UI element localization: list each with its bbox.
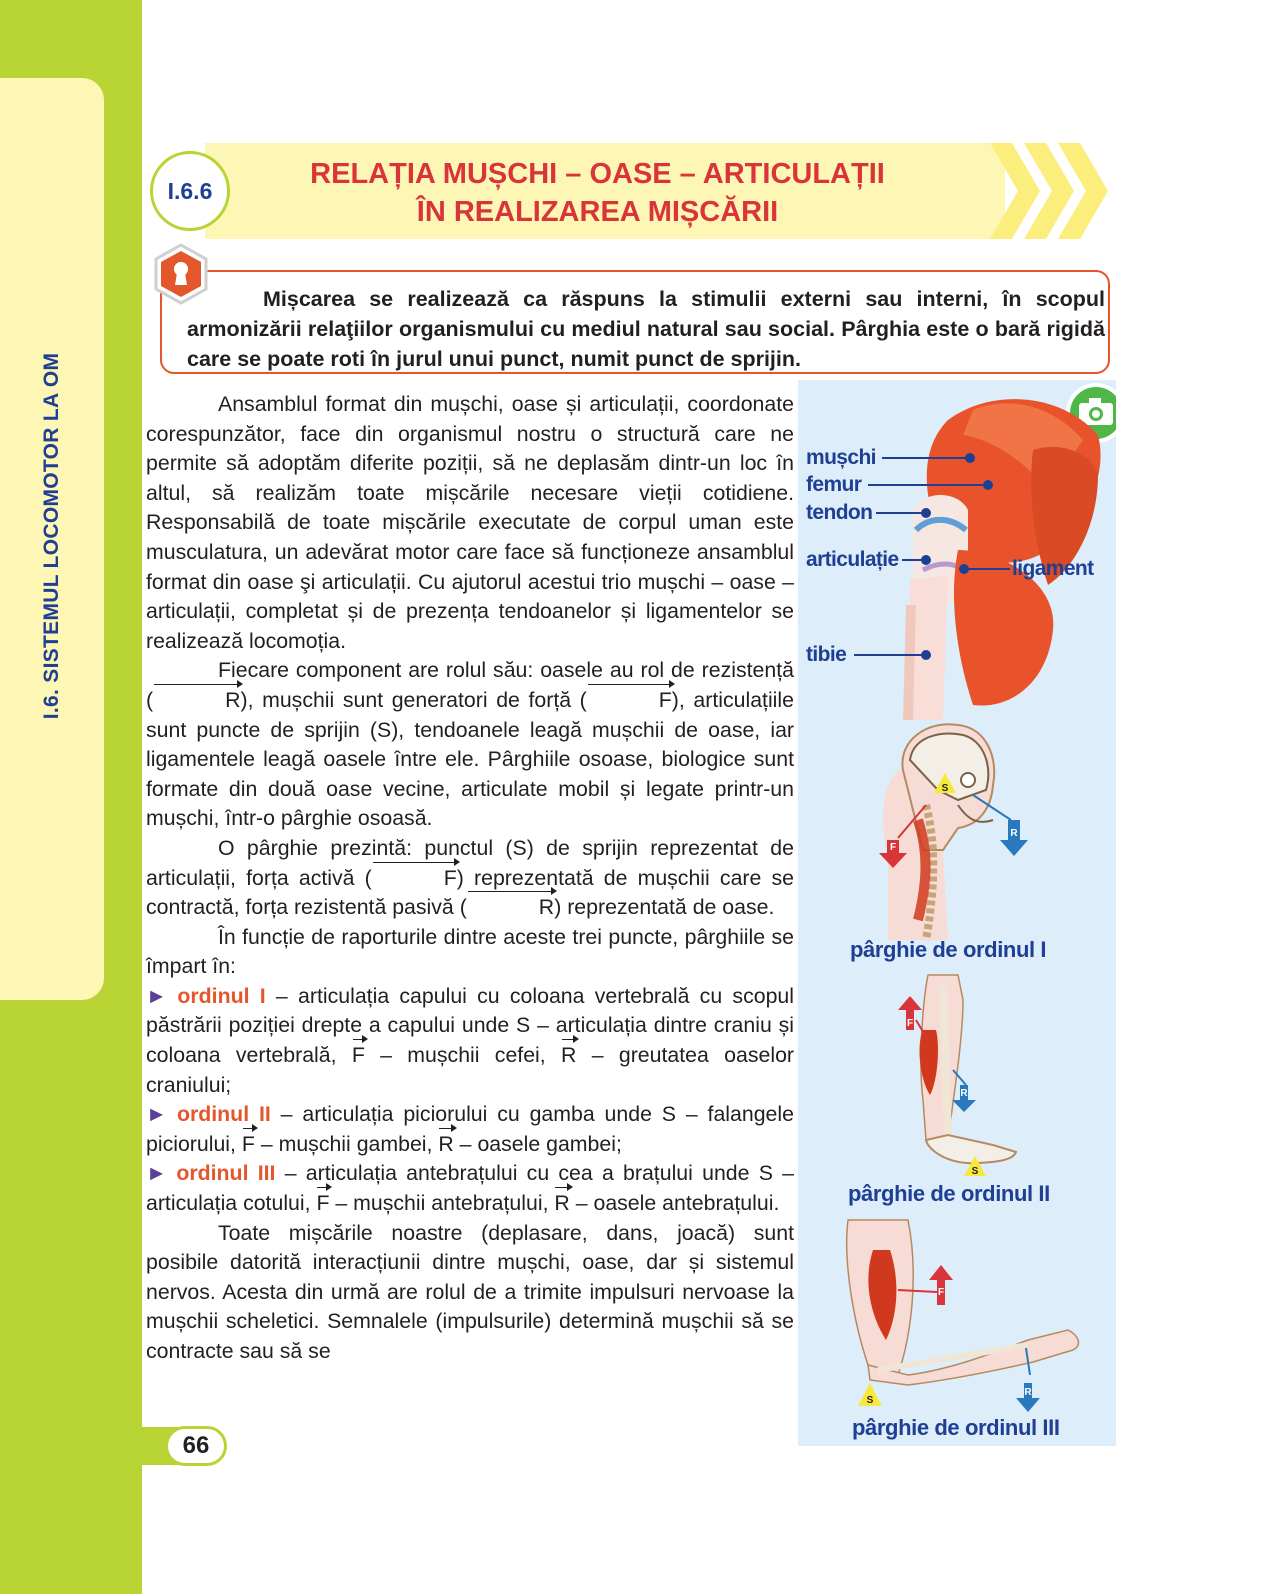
vector-r-symbol: R <box>153 686 240 716</box>
svg-text:F: F <box>906 1018 914 1029</box>
page-number-badge <box>165 1426 227 1466</box>
chapter-number: I.6. <box>40 688 63 720</box>
page-title <box>230 155 965 231</box>
svg-text:F: F <box>937 1287 945 1298</box>
svg-text:F: F <box>889 842 897 853</box>
paragraph-4: În funcție de raporturile dintre aceste trei puncte, pârghiile se împart în: <box>146 924 794 979</box>
lesson-number-badge <box>150 151 230 231</box>
list-item-order-3: ► ordinul III – articulația antebrațului cu cea a brațului unde S – articulația cotului, F – mușchii antebrațului, R – oasele antebrațului. <box>146 1159 794 1218</box>
bullet-triangle-icon: ► <box>146 1102 168 1127</box>
vector-f-symbol: F <box>372 864 457 894</box>
lever-order-2-illustration <box>919 975 1016 1163</box>
lever-order-1-illustration <box>883 724 994 940</box>
caption-lever-order-2: pârghie de ordinul II <box>848 1181 1050 1206</box>
svg-text:S: S <box>941 783 949 794</box>
svg-text:R: R <box>1024 1387 1032 1398</box>
bullet-triangle-icon: ► <box>146 1161 168 1186</box>
key-definition-text <box>187 284 1105 374</box>
svg-text:R: R <box>1010 828 1018 839</box>
bullet-triangle-icon: ► <box>146 983 168 1008</box>
main-text <box>146 390 794 1367</box>
list-item-order-1: ► ordinul I – articulația capului cu coloana vertebrală cu scopul păstrării poziției drepte a capului unde S – articulația dintre craniu și coloana vertebrală, F – mușchii cefei, R – greutatea oaselor craniului; <box>146 983 795 1097</box>
order-1-label: ordinul I <box>177 983 266 1008</box>
force-arrow-f-lever3 <box>929 1265 953 1305</box>
lesson-number: I.6.6 <box>167 177 213 204</box>
label-ligament: ligament <box>1012 557 1094 580</box>
order-2-label: ordinul II <box>176 1102 271 1127</box>
title-line-1: RELAȚIA MUȘCHI – OASE – ARTICULAȚII <box>310 158 885 190</box>
paragraph-1: Ansamblul format din mușchi, oase și articulații, coordonate corespunzător, face din organismul nostru o structură care ne permite să adoptăm diferite poziții, să ne deplasăm dintr-un loc în altul, să realizăm toate mișcările necesare vieții cotidiene. Responsabilă de toate mișcările executate de corpul uman este musculatura, un adevărat motor care face să funcționeze ansamblul format din oase şi articulații. Cu ajutorul acestui trio mușchi – oase – articulații, completat și de prezența tendoanelor și ligamentelor se realizează locomoția. <box>146 392 794 653</box>
chapter-side-title <box>40 353 64 720</box>
paragraph-2: Fiecare component are rolul său: oasele au rol de rezistență ( R), mușchii sunt generatori de forță ( F), articulațiile sunt puncte de sprijin (S), tendoanele leagă mușchii de oase, iar ligamentele leagă oasele între ele. Pârghiile osoase, biologice sunt formate din două oase vecine, articulate mobil și legate printr-un mușchi, într-o pârghie osoasă. <box>146 658 794 831</box>
svg-text:S: S <box>971 1166 979 1177</box>
label-femur: femur <box>806 473 862 496</box>
svg-text:S: S <box>866 1395 874 1406</box>
svg-text:R: R <box>960 1088 968 1099</box>
label-articulatie: articulație <box>806 548 899 571</box>
vector-r-symbol: R <box>467 893 554 923</box>
anatomy-illustrations <box>798 380 1116 1446</box>
vector-f-symbol: F <box>587 686 672 716</box>
chapter-title: SISTEMUL LOCOMOTOR LA OM <box>40 352 63 683</box>
caption-lever-order-1: pârghie de ordinul I <box>850 937 1047 962</box>
key-definition-paragraph: Mișcarea se realizează ca răspuns la stimulii externi sau interni, în scopul armonizării relaţiilor organismului cu mediul natural sau social. Pârghia este o bară rigidă care se poate roti în jurul unui punct, numit punct de sprijin. <box>187 287 1105 371</box>
title-line-2: ÎN REALIZAREA MIȘCĂRII <box>416 196 779 228</box>
lever-order-3-illustration <box>847 1220 1079 1385</box>
caption-lever-order-3: pârghie de ordinul III <box>852 1415 1060 1440</box>
page-number: 66 <box>182 1432 210 1459</box>
chevron-decoration-icon <box>990 143 1120 239</box>
paragraph-5: Toate mișcările noastre (deplasare, dans, joacă) sunt posibile datorită interacțiunii dintre mușchi, oase, dar și sistemul nervos. Acesta din urmă are rolul de a trimite impulsuri nervoase la mușchii scheletici. Semnalele (impulsurile) determină mușchii să se contracte sau să se <box>146 1220 794 1363</box>
label-muschi: mușchi <box>806 446 876 469</box>
list-item-order-2: ► ordinul II – articulația piciorului cu gamba unde S – falangele piciorului, F – mușchii gambei, R – oasele gambei; <box>146 1100 794 1159</box>
label-tendon: tendon <box>806 501 873 524</box>
label-tibie: tibie <box>806 643 847 666</box>
order-3-label: ordinul III <box>176 1161 276 1186</box>
paragraph-3: O pârghie prezintă: punctul (S) de sprijin reprezentat de articulații, forța activă ( F) reprezentată de mușchii care se contractă, forța rezistentă pasivă ( R) reprezentată de oase. <box>146 834 794 923</box>
